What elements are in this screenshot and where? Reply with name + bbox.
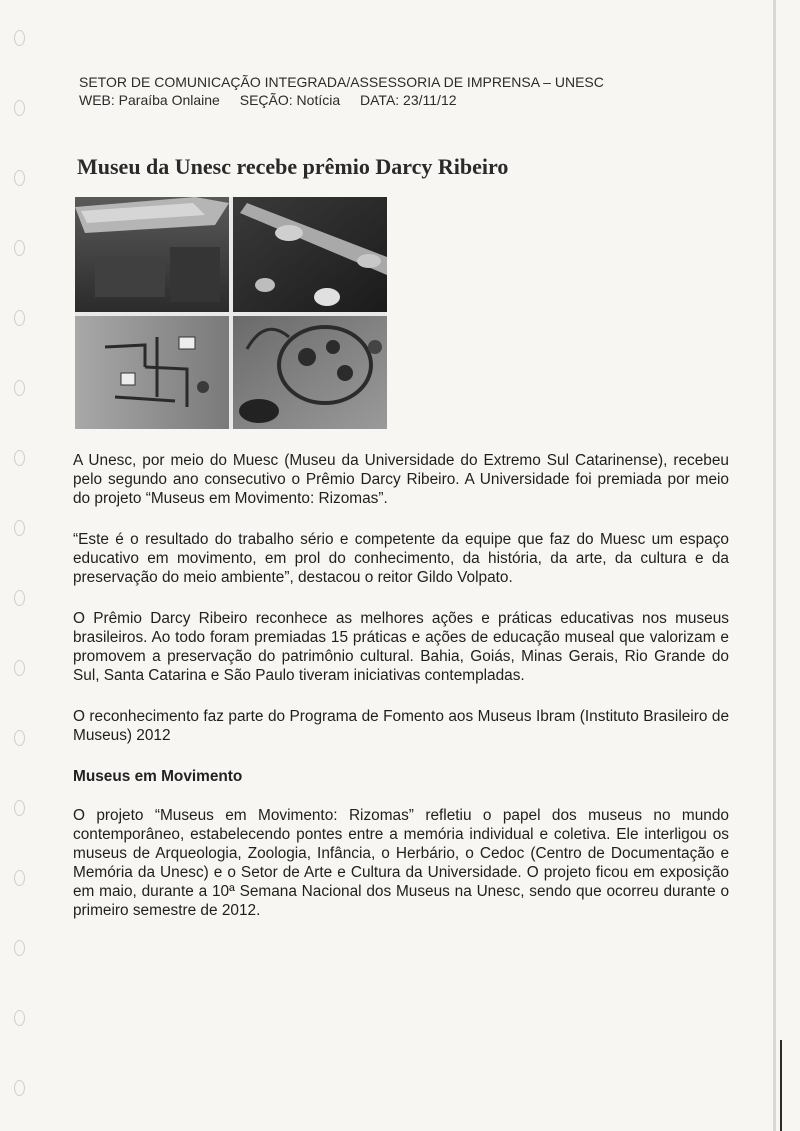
binder-hole — [14, 870, 25, 886]
header-section: SEÇÃO: Notícia — [239, 92, 341, 108]
article-paragraph: “Este é o resultado do trabalho sério e competente da equipe que faz do Muesc um espaço educativo em movimento, em prol do conhecimento, da história, da arte, da cultura e da preservação do meio ambiente”, destacou o reitor Gildo Volpato. — [73, 531, 729, 586]
article-title: Museu da Unesc recebe prêmio Darcy Ribeiro — [77, 154, 509, 179]
article-paragraph: A Unesc, por meio do Muesc (Museu da Universidade do Extremo Sul Catarinense), recebeu pelo segundo ano consecutivo o Prêmio Darcy Ribeiro. A Universidade foi premiada por meio do projeto “Museus em Movimento: Rizomas”. — [73, 452, 729, 507]
binder-hole — [14, 660, 25, 676]
header-web: WEB: Paraíba Onlaine — [79, 92, 220, 108]
scan-edge-shadow — [773, 0, 776, 1131]
binder-hole — [14, 100, 25, 116]
binder-hole — [14, 1080, 25, 1096]
binder-hole — [14, 1010, 25, 1026]
article-paragraph: O reconhecimento faz parte do Programa de Fomento aos Museus Ibram (Instituto Brasileiro de Museus) 2012 — [73, 708, 729, 744]
header-meta — [79, 91, 729, 109]
binder-hole — [14, 170, 25, 186]
scan-edge-dark — [780, 1040, 782, 1131]
binder-hole — [14, 450, 25, 466]
article-body — [73, 451, 729, 942]
header-department: SETOR DE COMUNICAÇÃO INTEGRADA/ASSESSORIA DE IMPRENSA – UNESC — [79, 74, 604, 90]
article-subheading: Museus em Movimento — [73, 768, 243, 785]
header-date: DATA: 23/11/12 — [360, 92, 457, 108]
binder-hole — [14, 730, 25, 746]
binder-hole — [14, 30, 25, 46]
museum-photo-collage — [75, 197, 387, 429]
binder-hole — [14, 800, 25, 816]
binder-hole — [14, 310, 25, 326]
press-header — [79, 73, 729, 109]
binder-hole — [14, 590, 25, 606]
binder-hole — [14, 240, 25, 256]
binder-hole — [14, 940, 25, 956]
article-paragraph: O projeto “Museus em Movimento: Rizomas” refletiu o papel dos museus no mundo contemporâneo, estabelecendo pontes entre a memória individual e coletiva. Ele interligou os museus de Arqueologia, Zoologia, Infância, o Herbário, o Cedoc (Centro de Documentação e Memória da Unesc) e o Setor de Arte e Cultura da Universidade. O projeto ficou em exposição em maio, durante a 10ª Semana Nacional dos Museus na Unesc, sendo que ocorreu durante o primeiro semestre de 2012. — [73, 807, 729, 919]
binder-hole — [14, 520, 25, 536]
binder-hole — [14, 380, 25, 396]
article-paragraph: O Prêmio Darcy Ribeiro reconhece as melhores ações e práticas educativas nos museus brasileiros. Ao todo foram premiadas 15 práticas e ações de educação museal que valorizam e promovem a preservação do patrimônio cultural. Bahia, Goiás, Minas Gerais, Rio Grande do Sul, Santa Catarina e São Paulo tiveram iniciativas contempladas. — [73, 610, 729, 684]
